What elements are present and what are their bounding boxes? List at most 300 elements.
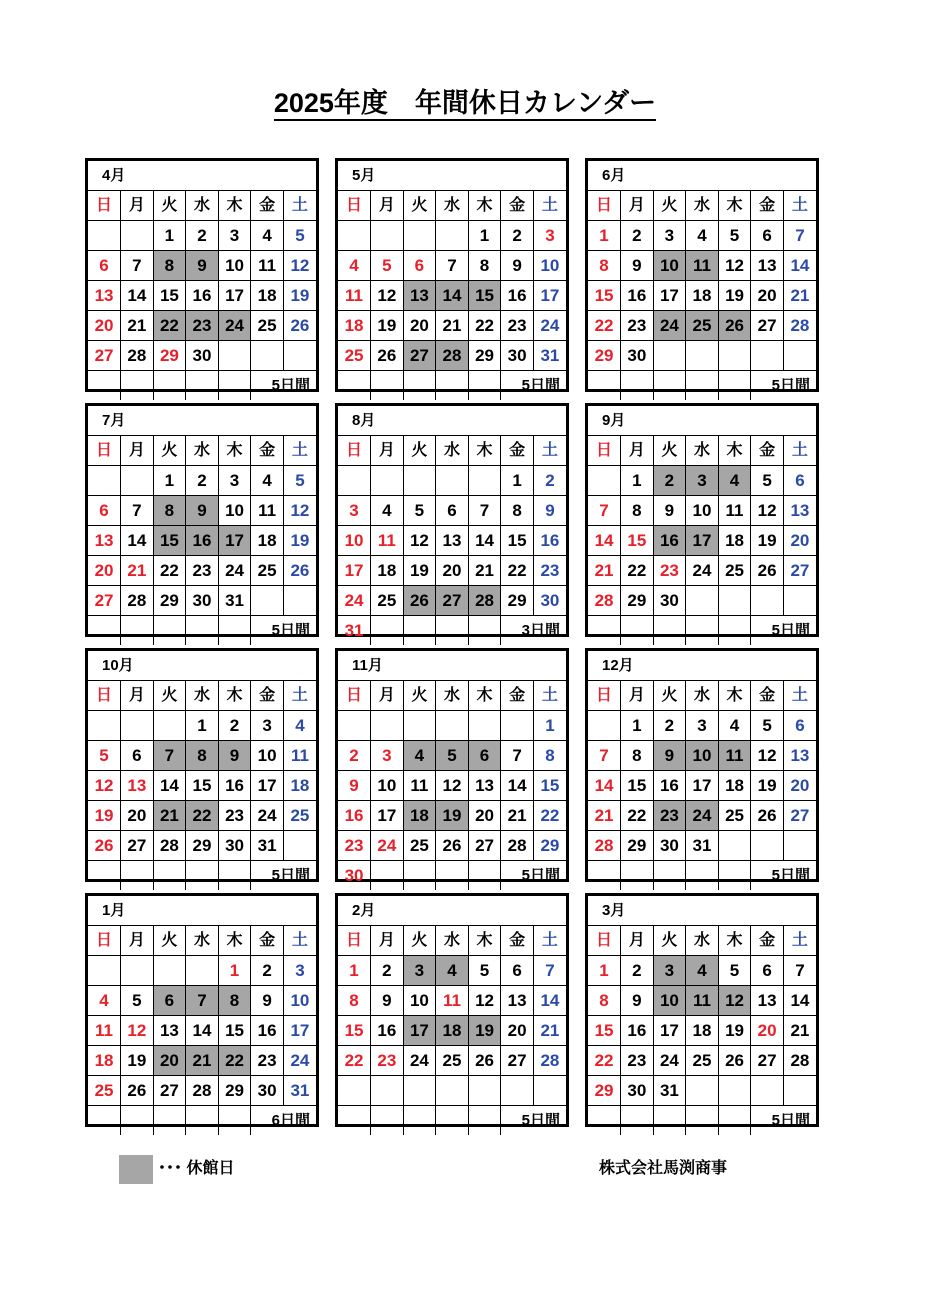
day-cell: 2 (501, 221, 534, 251)
day-cell: 27 (403, 341, 436, 371)
day-cell: 6 (88, 251, 121, 281)
day-cell: 5 (718, 221, 751, 251)
day-cell: 15 (338, 1016, 371, 1046)
day-cell: 31 (251, 831, 284, 861)
day-cell: 8 (588, 251, 621, 281)
empty-cell (403, 616, 436, 646)
weekday-header: 木 (218, 681, 251, 711)
weekday-header: 月 (371, 926, 404, 956)
empty-cell (436, 466, 469, 496)
weekday-header: 火 (403, 926, 436, 956)
empty-cell (283, 831, 316, 861)
empty-cell (283, 341, 316, 371)
day-cell: 12 (751, 741, 784, 771)
day-cell: 18 (718, 526, 751, 556)
day-cell: 13 (436, 526, 469, 556)
weekday-header: 木 (218, 926, 251, 956)
empty-cell (751, 586, 784, 616)
empty-cell (371, 616, 404, 646)
day-cell: 13 (121, 771, 154, 801)
day-cell: 31 (533, 341, 566, 371)
day-cell: 9 (621, 986, 654, 1016)
day-cell: 31 (218, 586, 251, 616)
day-cell: 14 (121, 281, 154, 311)
day-cell: 30 (186, 341, 219, 371)
empty-cell (251, 586, 284, 616)
day-cell: 3 (218, 466, 251, 496)
empty-cell (338, 1106, 371, 1136)
day-cell: 26 (468, 1046, 501, 1076)
day-cell: 12 (751, 496, 784, 526)
day-cell: 20 (783, 526, 816, 556)
weekday-header: 日 (338, 436, 371, 466)
empty-cell (686, 341, 719, 371)
day-cell: 2 (371, 956, 404, 986)
day-cell: 22 (588, 311, 621, 341)
day-cell: 13 (468, 771, 501, 801)
day-cell: 24 (218, 311, 251, 341)
day-cell: 8 (621, 496, 654, 526)
day-cell: 25 (686, 1046, 719, 1076)
weekday-header: 月 (371, 191, 404, 221)
empty-cell (121, 711, 154, 741)
weekday-header: 月 (621, 436, 654, 466)
weekday-header: 月 (371, 436, 404, 466)
month-name: 8月 (338, 406, 566, 436)
day-cell: 4 (251, 221, 284, 251)
weekday-header: 水 (686, 191, 719, 221)
day-cell: 25 (283, 801, 316, 831)
day-cell: 29 (153, 586, 186, 616)
day-cell: 28 (436, 341, 469, 371)
weekday-header: 木 (218, 436, 251, 466)
weekday-header: 月 (121, 436, 154, 466)
day-cell: 20 (751, 281, 784, 311)
day-cell: 5 (283, 466, 316, 496)
weekday-header: 日 (88, 436, 121, 466)
day-cell: 3 (251, 711, 284, 741)
weekday-header: 火 (153, 681, 186, 711)
day-cell: 29 (468, 341, 501, 371)
day-cell: 6 (88, 496, 121, 526)
weekday-header: 火 (653, 436, 686, 466)
empty-cell (88, 466, 121, 496)
day-cell: 11 (283, 741, 316, 771)
day-cell: 25 (338, 341, 371, 371)
empty-cell (783, 831, 816, 861)
month-name: 10月 (88, 651, 316, 681)
day-cell: 3 (403, 956, 436, 986)
day-cell: 24 (338, 586, 371, 616)
day-cell: 4 (686, 221, 719, 251)
day-cell: 2 (186, 221, 219, 251)
day-cell: 15 (153, 281, 186, 311)
day-cell: 23 (653, 801, 686, 831)
day-cell: 30 (621, 341, 654, 371)
month-calendar (85, 158, 319, 392)
day-cell: 7 (783, 956, 816, 986)
day-cell: 22 (338, 1046, 371, 1076)
day-cell: 23 (653, 556, 686, 586)
month-calendar (335, 158, 569, 392)
empty-cell (88, 1106, 121, 1136)
day-cell: 8 (186, 741, 219, 771)
day-cell: 29 (533, 831, 566, 861)
empty-cell (121, 1106, 154, 1136)
month-name: 11月 (338, 651, 566, 681)
day-cell: 8 (153, 251, 186, 281)
day-cell: 30 (501, 341, 534, 371)
day-cell: 26 (751, 556, 784, 586)
day-cell: 17 (653, 281, 686, 311)
day-cell: 26 (371, 341, 404, 371)
empty-cell (686, 861, 719, 891)
day-cell: 17 (251, 771, 284, 801)
empty-cell (403, 1106, 436, 1136)
day-cell: 10 (218, 496, 251, 526)
day-cell: 28 (121, 341, 154, 371)
day-cell: 14 (468, 526, 501, 556)
closed-days-summary: 6日間 (251, 1106, 316, 1136)
day-cell: 20 (751, 1016, 784, 1046)
day-cell: 2 (251, 956, 284, 986)
day-cell: 30 (218, 831, 251, 861)
weekday-header: 火 (403, 681, 436, 711)
weekday-header: 土 (783, 681, 816, 711)
day-cell: 20 (783, 771, 816, 801)
month-calendar (585, 158, 819, 392)
day-cell: 7 (121, 496, 154, 526)
day-cell: 13 (783, 741, 816, 771)
empty-cell (653, 1106, 686, 1136)
day-cell: 3 (653, 956, 686, 986)
day-cell: 28 (783, 311, 816, 341)
day-cell: 27 (88, 586, 121, 616)
weekday-header: 火 (653, 191, 686, 221)
empty-cell (338, 371, 371, 401)
day-cell: 13 (88, 526, 121, 556)
empty-cell (88, 221, 121, 251)
day-cell: 25 (686, 311, 719, 341)
closed-days-summary: 3日間 (501, 616, 566, 646)
empty-cell (121, 466, 154, 496)
day-cell: 23 (186, 311, 219, 341)
day-cell: 3 (686, 711, 719, 741)
day-cell: 26 (718, 311, 751, 341)
day-cell: 21 (468, 556, 501, 586)
day-cell: 20 (121, 801, 154, 831)
day-cell: 26 (88, 831, 121, 861)
empty-cell (403, 711, 436, 741)
empty-cell (653, 371, 686, 401)
day-cell: 6 (751, 221, 784, 251)
day-cell: 9 (251, 986, 284, 1016)
day-cell: 14 (186, 1016, 219, 1046)
month-calendar (85, 403, 319, 637)
weekday-header: 日 (88, 191, 121, 221)
day-cell: 31 (686, 831, 719, 861)
day-cell: 28 (501, 831, 534, 861)
weekday-header: 金 (251, 681, 284, 711)
day-cell: 18 (251, 281, 284, 311)
month-table (588, 896, 816, 1135)
empty-cell (153, 861, 186, 891)
day-cell: 2 (653, 466, 686, 496)
weekday-header: 金 (251, 191, 284, 221)
empty-cell (718, 371, 751, 401)
day-cell: 18 (371, 556, 404, 586)
day-cell: 19 (751, 526, 784, 556)
empty-cell (588, 466, 621, 496)
company-name: 株式会社馬渕商事 (599, 1160, 728, 1177)
empty-cell (718, 341, 751, 371)
day-cell: 16 (621, 281, 654, 311)
legend-text: ･･･ 休館日 (158, 1160, 235, 1177)
empty-cell (783, 1076, 816, 1106)
day-cell: 13 (783, 496, 816, 526)
day-cell: 19 (718, 1016, 751, 1046)
day-cell: 15 (621, 526, 654, 556)
month-table (88, 161, 316, 400)
weekday-header: 水 (686, 681, 719, 711)
day-cell: 14 (501, 771, 534, 801)
day-cell: 4 (403, 741, 436, 771)
day-cell: 22 (621, 556, 654, 586)
day-cell: 21 (121, 311, 154, 341)
day-cell: 15 (218, 1016, 251, 1046)
empty-cell (436, 371, 469, 401)
empty-cell (653, 861, 686, 891)
day-cell: 1 (501, 466, 534, 496)
day-cell: 27 (153, 1076, 186, 1106)
month-name: 2月 (338, 896, 566, 926)
closed-days-summary: 5日間 (501, 861, 566, 891)
day-cell: 11 (436, 986, 469, 1016)
day-cell: 13 (501, 986, 534, 1016)
day-cell: 21 (588, 801, 621, 831)
day-cell: 14 (153, 771, 186, 801)
empty-cell (588, 1106, 621, 1136)
weekday-header: 月 (121, 926, 154, 956)
day-cell: 23 (621, 311, 654, 341)
day-cell: 21 (186, 1046, 219, 1076)
day-cell: 26 (121, 1076, 154, 1106)
day-cell: 8 (501, 496, 534, 526)
empty-cell (468, 1076, 501, 1106)
weekday-header: 土 (533, 436, 566, 466)
day-cell: 19 (121, 1046, 154, 1076)
day-cell: 8 (218, 986, 251, 1016)
day-cell: 17 (403, 1016, 436, 1046)
weekday-header: 水 (686, 436, 719, 466)
weekday-header: 木 (718, 681, 751, 711)
day-cell: 19 (283, 526, 316, 556)
weekday-header: 金 (251, 926, 284, 956)
day-cell: 1 (588, 956, 621, 986)
weekday-header: 日 (338, 681, 371, 711)
day-cell: 20 (436, 556, 469, 586)
empty-cell (468, 466, 501, 496)
day-cell: 9 (653, 741, 686, 771)
month-table (88, 406, 316, 645)
day-cell: 7 (533, 956, 566, 986)
empty-cell (751, 831, 784, 861)
day-cell: 12 (88, 771, 121, 801)
empty-cell (251, 341, 284, 371)
empty-cell (436, 616, 469, 646)
day-cell: 15 (153, 526, 186, 556)
day-cell: 3 (686, 466, 719, 496)
weekday-header: 木 (218, 191, 251, 221)
day-cell: 1 (588, 221, 621, 251)
empty-cell (686, 586, 719, 616)
closed-days-summary: 5日間 (751, 861, 816, 891)
day-cell: 11 (718, 741, 751, 771)
empty-cell (533, 1076, 566, 1106)
day-cell: 30 (533, 586, 566, 616)
day-cell: 18 (718, 771, 751, 801)
empty-cell (468, 1106, 501, 1136)
empty-cell (718, 861, 751, 891)
day-cell: 17 (218, 526, 251, 556)
day-cell: 14 (436, 281, 469, 311)
day-cell: 15 (501, 526, 534, 556)
day-cell: 19 (436, 801, 469, 831)
empty-cell (468, 616, 501, 646)
day-cell: 3 (653, 221, 686, 251)
day-cell: 18 (283, 771, 316, 801)
day-cell: 22 (153, 556, 186, 586)
day-cell: 9 (533, 496, 566, 526)
day-cell: 28 (186, 1076, 219, 1106)
day-cell: 5 (718, 956, 751, 986)
day-cell: 13 (751, 251, 784, 281)
weekday-header: 月 (621, 681, 654, 711)
day-cell: 23 (533, 556, 566, 586)
day-cell: 5 (88, 741, 121, 771)
day-cell: 16 (186, 526, 219, 556)
weekday-header: 月 (121, 681, 154, 711)
day-cell: 19 (718, 281, 751, 311)
month-calendar (335, 648, 569, 885)
weekday-header: 土 (283, 436, 316, 466)
day-cell: 18 (338, 311, 371, 341)
day-cell: 21 (533, 1016, 566, 1046)
day-cell: 12 (718, 986, 751, 1016)
day-cell: 6 (153, 986, 186, 1016)
day-cell: 15 (468, 281, 501, 311)
month-table (588, 406, 816, 645)
day-cell: 15 (186, 771, 219, 801)
empty-cell (186, 371, 219, 401)
day-cell: 26 (283, 311, 316, 341)
month-table (88, 896, 316, 1135)
day-cell: 18 (686, 281, 719, 311)
weekday-header: 土 (283, 926, 316, 956)
day-cell: 16 (621, 1016, 654, 1046)
empty-cell (88, 861, 121, 891)
day-cell: 4 (251, 466, 284, 496)
empty-cell (783, 341, 816, 371)
weekday-header: 月 (621, 926, 654, 956)
day-cell: 17 (371, 801, 404, 831)
empty-cell (588, 616, 621, 646)
day-cell: 16 (186, 281, 219, 311)
day-cell: 14 (783, 251, 816, 281)
weekday-header: 水 (436, 191, 469, 221)
weekday-header: 木 (718, 436, 751, 466)
weekday-header: 金 (751, 681, 784, 711)
day-cell: 27 (121, 831, 154, 861)
day-cell: 19 (403, 556, 436, 586)
day-cell: 21 (436, 311, 469, 341)
closed-days-summary: 5日間 (251, 371, 316, 401)
day-cell: 30 (338, 861, 371, 891)
weekday-header: 土 (283, 681, 316, 711)
day-cell: 7 (501, 741, 534, 771)
closed-days-summary: 5日間 (251, 616, 316, 646)
day-cell: 3 (533, 221, 566, 251)
day-cell: 29 (186, 831, 219, 861)
day-cell: 12 (436, 771, 469, 801)
day-cell: 23 (251, 1046, 284, 1076)
day-cell: 2 (653, 711, 686, 741)
day-cell: 25 (88, 1076, 121, 1106)
empty-cell (718, 831, 751, 861)
day-cell: 9 (186, 496, 219, 526)
day-cell: 14 (588, 771, 621, 801)
day-cell: 28 (588, 586, 621, 616)
weekday-header: 金 (251, 436, 284, 466)
weekday-header: 金 (751, 191, 784, 221)
day-cell: 21 (501, 801, 534, 831)
day-cell: 11 (338, 281, 371, 311)
day-cell: 1 (621, 711, 654, 741)
empty-cell (153, 371, 186, 401)
month-name: 7月 (88, 406, 316, 436)
day-cell: 25 (718, 556, 751, 586)
day-cell: 11 (251, 251, 284, 281)
weekday-header: 金 (751, 436, 784, 466)
day-cell: 15 (588, 281, 621, 311)
weekday-header: 月 (371, 681, 404, 711)
empty-cell (403, 1076, 436, 1106)
empty-cell (621, 616, 654, 646)
day-cell: 24 (653, 311, 686, 341)
empty-cell (218, 341, 251, 371)
empty-cell (338, 221, 371, 251)
day-cell: 20 (468, 801, 501, 831)
day-cell: 14 (533, 986, 566, 1016)
day-cell: 5 (121, 986, 154, 1016)
day-cell: 25 (403, 831, 436, 861)
day-cell: 6 (403, 251, 436, 281)
day-cell: 13 (751, 986, 784, 1016)
empty-cell (686, 616, 719, 646)
weekday-header: 水 (436, 436, 469, 466)
day-cell: 18 (686, 1016, 719, 1046)
day-cell: 23 (218, 801, 251, 831)
empty-cell (371, 371, 404, 401)
day-cell: 21 (783, 281, 816, 311)
weekday-header: 火 (403, 191, 436, 221)
day-cell: 12 (283, 496, 316, 526)
weekday-header: 火 (653, 926, 686, 956)
day-cell: 4 (88, 986, 121, 1016)
month-table (338, 651, 566, 890)
day-cell: 9 (621, 251, 654, 281)
weekday-header: 木 (468, 926, 501, 956)
